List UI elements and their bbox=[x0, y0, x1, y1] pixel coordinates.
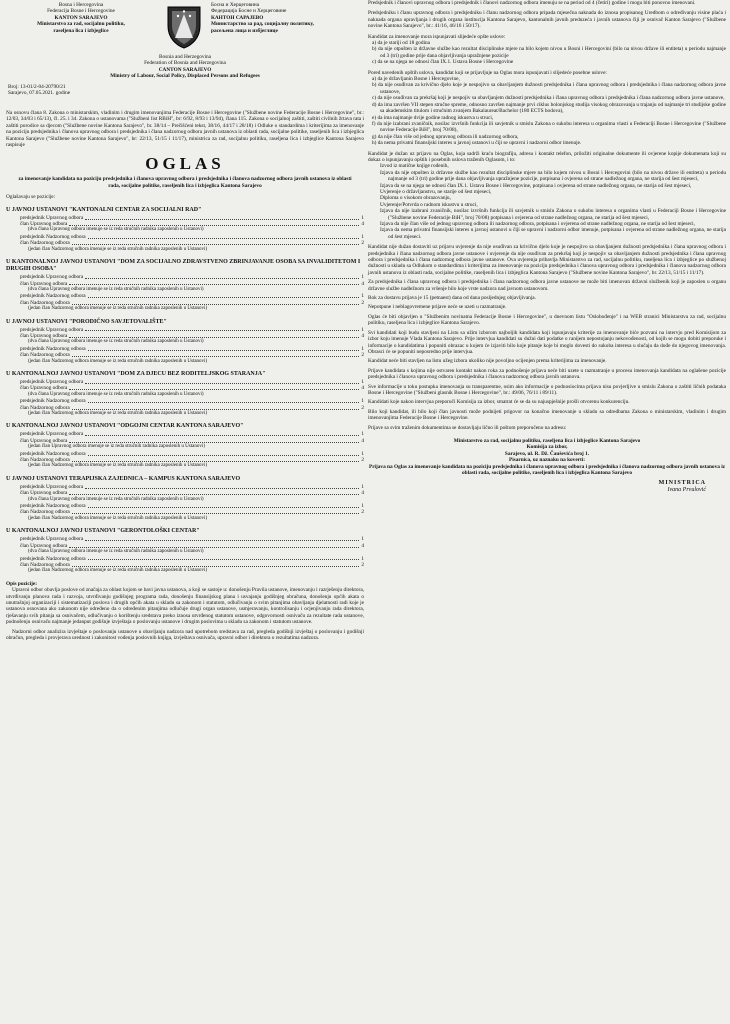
position-row bbox=[6, 359, 364, 365]
position-count: 2 bbox=[361, 509, 364, 516]
position-row bbox=[6, 247, 364, 253]
reference-date: Sarajevo, 07.05.2021. godine bbox=[8, 90, 71, 97]
page-title: OGLAS bbox=[145, 154, 225, 174]
signature-name: Ivana Prvulović bbox=[667, 487, 706, 494]
dot-leader bbox=[72, 300, 360, 305]
position-label: član Nadzornog odbora bbox=[20, 561, 70, 568]
closing-paragraph: Prijave sa svim traženim dokumentima se dostavljaju lično ili poštom preporučeno na adresu: bbox=[368, 424, 567, 431]
dot-leader bbox=[88, 451, 360, 456]
document-item: Uvjerenje o državljanstvu, ne starije od šest mjeseci, bbox=[380, 188, 492, 195]
position-label: član Upravnog odbora bbox=[20, 542, 68, 549]
position-label: član Nadzornog odbora bbox=[20, 457, 70, 464]
dot-leader bbox=[88, 293, 360, 298]
position-label: član Nadzornog odbora bbox=[20, 404, 70, 411]
position-label: predsjednik Upravnog odbora bbox=[20, 483, 84, 490]
position-row bbox=[6, 568, 364, 574]
position-count: 4 bbox=[361, 437, 364, 444]
position-label: predsjednik Upravnog odbora bbox=[20, 536, 84, 543]
closing-paragraph: Nepotpune i neblagovremene prijave neće se uzeti u razmatranje. bbox=[368, 304, 507, 311]
opis-paragraph: Upravni odbor obavlja poslove od značaja za oblast kojom se bavi javna ustanova, a koji se sastoje u: donošenju Pravila ustanove, imenovanju i razrješenju direktora, utvrđivanju planova rada i razvoja, utvrđivanju godišnjeg programa rada, donošenju finansijskog plana i usvajanju godišnjeg obračuna, donošenju općih akata o unutrašnjoj organizaciji i sistematizaciji poslova i drugih općih akata u skladu sa zakonom i statutom, odlučivanju o svim pitanjima obavljanja djelatnosti radi koje je ustanova osnovana ako zakonom nije određeno da o određenim pitanjima odlučuje drugi organ ustanove, usmjeravanju, kontrolisanju i ocjenjivanju rada direktora, rješavanju svih pitanja sa osnivačem, odlučivanju o korištenju sredstava preko iznosa utvrđenog statutom ustanove, odgovornosti osnivaču za rezultate rada ustanove, podnošenju osnivaču najmanje jedanput godišnje izvještaja o poslovanju ustanove i drugim poslovima u skladu sa zakonom i statutom ustanove. bbox=[6, 587, 364, 626]
list-item: g) da nije član više od jednog upravnog odbora ili nadzornog odbora, bbox=[372, 133, 519, 140]
header-line: Министарство за рад, социјалну политику, bbox=[211, 21, 314, 28]
closing-paragraph: Kandidati koje nakon intervjua preporuči Komisija za izbor, smatrat će se da su najuspješnije prošli otvorenu konkurenciju. bbox=[368, 399, 630, 406]
dot-leader bbox=[85, 327, 359, 332]
dot-leader bbox=[88, 503, 360, 508]
position-count: 1 bbox=[361, 274, 364, 281]
header-line: расељена лица и избјеглице bbox=[211, 27, 278, 34]
term-paragraph: Predsjednik i članovi upravnog odbora i predsjednik i članovi nadzornog odbora imenuju se na period od 4 (četiri) godine i mogu biti ponovno imenovani. bbox=[368, 0, 696, 6]
dot-leader bbox=[85, 215, 359, 220]
position-count: 1 bbox=[361, 503, 364, 510]
closing-paragraphs bbox=[368, 244, 726, 431]
institution-heading: U JAVNOJ USTANOVI "PORODIČNO SAVJETOVALIŠTE" bbox=[6, 318, 167, 325]
position-row bbox=[6, 306, 364, 312]
address-line: Komisija za izbor, bbox=[526, 444, 568, 451]
list-item: b) da nije osuđivan za krivično djelo koje je nespojivo sa obavljanjem dužnosti predsjednika i člana upravnog odbora i predsjednika i člana nadzornog odbora javne ustanove, bbox=[372, 82, 726, 95]
dot-leader bbox=[85, 484, 359, 489]
reference-number: Broj: 13-01/2-04-20790/21 bbox=[8, 84, 66, 90]
dot-leader bbox=[85, 536, 359, 541]
dot-leader bbox=[69, 385, 359, 390]
closing-paragraph: Sve informacije u toku postupka imenovanja su transparentne, osim ako informacije o podnosiocima prijava nisu povjerljive u smislu Zakona o zaštiti ličnih podataka Bosne i Hercegovine ("Službeni glasnik Bosne i Hercegovine", br.: 49/06, 76/11 i 89/11). bbox=[368, 383, 726, 396]
position-label: (dva člana Upravnog odbora imenuje se iz reda stručnih radnika zaposlenih u Ustanovi) bbox=[28, 227, 204, 233]
position-count: 4 bbox=[361, 280, 364, 287]
documents-intro: Kandidat je dužan uz prijavu na Oglas, koja sadrži kraću biografiju, adresu i kontakt telefon, priložiti originalne dokumente ili ovjerene kopije dokumenata koji su dokaz o ispunjavanju opštih i posebnih uslova traženih Oglasom, i to: bbox=[368, 150, 726, 163]
position-label: predsjednik Nadzornog odbora bbox=[20, 450, 86, 457]
closing-paragraph: Rok za dostavu prijava je 15 (petnaest) dana od dana posljednjeg objavljivanja. bbox=[368, 295, 536, 302]
dot-leader bbox=[85, 431, 359, 436]
position-label: predsjednik Upravnog odbora bbox=[20, 326, 84, 333]
list-item: a) da je stariji od 18 godina bbox=[372, 40, 430, 47]
institution-heading: U KANTONALNOJ JAVNOJ USTANOVI "GERONTOLOŠKI CENTAR" bbox=[6, 528, 200, 535]
institution-heading: U JAVNOJ USTANOVI TERAPIJSKA ZAJEDNICA – KAMPUS KANTONA SARAJEVO bbox=[6, 475, 241, 482]
header-line: КАНТОН САРАЈЕВО bbox=[211, 14, 264, 21]
dot-leader bbox=[88, 398, 360, 403]
header-line: Bosna i Hercegovina bbox=[58, 2, 104, 8]
list-item: d) da ima završen VII stepen stručne spreme, odnosno završen najmanje prvi ciklus bolonjskog studija visokog obrazovanja u trajanju od najmanje tri studijske godine sa akademskim titulom i stručnim zvanjem Bakalaureat/Bachelor (180 ECTS bodova), bbox=[372, 101, 726, 115]
document-item: Izvod iz matične knjige rođenih, bbox=[380, 163, 449, 170]
dot-leader bbox=[88, 234, 360, 239]
closing-paragraph: Bilo koji kandidat, ili bilo koji član javnosti može podnijeti prigovor na konačno imenovanje u skladu sa odredbama Zakona o ministarskim, vladinim i drugim imenovanjima Federacije Bosne i Hercegovine. bbox=[368, 408, 726, 422]
document-item: Izjava da nema privatni finansijski interes u javnoj ustanovi u čiji se upravni i nadzorni odbor imenuje, potpisana i ovjerena od strane nadležnog organa, ne starija od šest mjeseci. bbox=[380, 227, 726, 240]
dot-leader bbox=[72, 509, 360, 514]
closing-paragraph: Za predsjednika i člana upravnog odbora i predsjednika i člana nadzornog odbora javne ustanove ne može biti imenovan državni službenik koji je zaposlen u organu državne službe nadležnom za vršenje bilo koje vrste nadzora nad javnom ustanovom. bbox=[368, 279, 726, 292]
position-label: član Upravnog odbora bbox=[20, 490, 68, 497]
dot-leader bbox=[72, 457, 360, 462]
position-label: član Nadzornog odbora bbox=[20, 299, 70, 306]
position-label: predsjednik Nadzornog odbora bbox=[20, 503, 86, 510]
position-row bbox=[6, 463, 364, 469]
position-label: predsjednik Upravnog odbora bbox=[20, 378, 84, 385]
intro-paragraph: Na osnovu člana 8. Zakona o ministarskim, vladinim i drugim imenovanjima Federacije Bosne i Hercegovine ("Službene novine Federacije Bosne i Hercegovine", br.: 12/03, 34/03 i 65/13), čl. 25. i 34. Zakona o ustanovama ("Službeni list RBiH", br: 6/92, 8/93 i 13/94), člana 115. Zakona o socijalnoj zaštiti, zaštiti civilnih žrtava rata i zaštiti porodice sa djecom ("Službene novine Kantona Sarajevo", br. 38/14 – Prečišćeni tekst, 38/16, 44/17 i 28/18) i Odluke o standardima i kriterijima za imenovanje na poziciju predsjednika i članova upravnog odbora i predsjednika i člana nadzornog odbora javnih ustanova iz oblasti rada, socijalne politike, raseljenih lica i izbjeglica Kantona Sarajevo ("Službene novine Kantona Sarajevo", br: 22/13, 51/15 i 11/17), ministrica za rad, socijalnu politiku, raseljena lica i izbjeglice Kantona Sarajevo raspisuje bbox=[6, 110, 364, 149]
position-label: član Nadzornog odbora bbox=[20, 352, 70, 359]
position-count: 2 bbox=[361, 404, 364, 411]
closing-paragraph: Svi kandidati koji budu stavljeni na Listu sa užim izborom najboljih kandidata koji ispunjavaju kriterije za imenovanje biće pozvani na intervju pred Komisijom za izbor koju imenuje Vlada Kantona Sarajevo. Prije intervjua kandidati su dužni dati podatke o ranijem nepostojanju nekovođenosti, od kojih se mogu dobiti preporuke i informacije o kandidatima i popuniti obrazac u kojem će izjaviti bilo koje pitanje koje bi moglo dovesti do sukoba interesa u slučaju da dođe do njegovog imenovanja. Obrasci će se popuniti neposredno prije intervjua. bbox=[368, 329, 726, 355]
position-label: predsjednik Nadzornog odbora bbox=[20, 398, 86, 405]
address-line: Ministarstvo za rad, socijalnu politiku, raseljena lica i izbjeglice Kantona Sarajevo bbox=[453, 437, 641, 444]
position-label: (dva člana Upravnog odbora imenuje se iz reda stručnih radnika zaposlenih u Ustanovi) bbox=[28, 549, 204, 555]
position-label: (jedan član Nadzornog odbora imenuje se iz reda stručnih radnika zaposlenih u Ustanovi) bbox=[28, 515, 208, 521]
dot-leader bbox=[88, 556, 360, 561]
header-line: CANTON SARAJEVO bbox=[158, 66, 212, 73]
position-label: predsjednik Upravnog odbora bbox=[20, 431, 84, 438]
dot-leader bbox=[72, 405, 360, 410]
position-count: 1 bbox=[361, 555, 364, 562]
list-item: e) da ima najmanje dvije godine radnog iskustva u struci, bbox=[372, 114, 494, 121]
opis-paragraph: Nadzorni odbor analizira izvještaje o poslovanju ustanove u obavljanju nadzora nad upotrebom sredstava za rad, pregleda godišnji izvještaj o poslovanju i godišnji obračun, pregleda i provjerava urednost i zakonitost vođenja poslovnih knjiga, izvještava osnivača, upravni odbor i direktora o rezultatima nadzora. bbox=[6, 628, 364, 641]
list-item: f) da nije izabrani zvaničnik, nosilac izvršnih funkcija ili savjetnik u smislu Zakona o sukobu interesa u organima vlasti u Federaciji Bosne i Hercegovine ("Službene novine Federacije BiH", broj 70/08), bbox=[372, 120, 726, 134]
position-count: 1 bbox=[361, 326, 364, 333]
closing-paragraph: Kandidat nije dužan dostaviti uz prijavu uvjerenje da nije osuđivan za krivično djelo koje je nespojivo sa obavljanjem dužnosti predsjednika i člana upravnog odbora i predsjednika i člana nadzornog odbora javne ustanove i uvjerenje da nije osuđivan za prekršaj koji je nespojiv sa obavljanjem dužnosti predsjednika i člana upravnog odbora i predsjednika i člana nadzornog odbora javne ustanove. Ova uvjerenja pribavlja Ministarstvo za rad, socijalnu politiku, raseljena lica i izbjeglice po službenoj dužnosti u skladu sa Odlukom o standardima i kriterijima za imenovanje na poziciju predsjednika i članova upravnog odbora i predsjednika i članova nadzornog odbora javnih ustanova iz oblasti rada, socijalne politike, raseljenih lica i izbjeglica Kantona Sarajevo ("Službene novine Kantona Sarajevo", br. 22/13, 51/15 i 11/17). bbox=[368, 244, 726, 276]
document-item: Izjava da nije otpušten iz državne službe kao rezultat disciplinske mjere na bilo kojem nivou u Bosni i Hercegovini (bilo na nivou države ili entiteta) u periodu najmanje od 3 (tri) godine prije dana objavljivanja upražnjene pozicije, potpisana i ovjerena od strane nadležnog organa, ne starija od šest mjeseci, bbox=[380, 169, 726, 183]
position-label: predsjednik Upravnog odbora bbox=[20, 274, 84, 281]
dot-leader bbox=[69, 281, 359, 286]
position-row bbox=[6, 411, 364, 417]
header-line: raseljena lica i izbjeglice bbox=[53, 27, 109, 34]
header-line: Федерација Босне и Херцеговине bbox=[211, 8, 287, 15]
institution-heading: U JAVNOJ USTANOVI "KANTONALNI CENTAR ZA SOCIJALNI RAD" bbox=[6, 206, 202, 213]
closing-paragraph: Prijave kandidata s kojima nije ostvaren kontakt nakon roka za podnošenje prijava neće biti uzete u razmatranje u procesu imenovanja kandidata na oglašene pozicije predsjednika i članova upravnog odbora i predsjednika i članova nadzornog odbora javnih ustanova. bbox=[368, 367, 726, 381]
position-count: 1 bbox=[361, 293, 364, 300]
position-label: (jedan član Nadzornog odbora imenuje se iz reda stručnih radnika zaposlenih u Ustanovi) bbox=[28, 463, 208, 469]
position-count: 1 bbox=[361, 214, 364, 221]
position-label: predsjednik Nadzornog odbora bbox=[20, 233, 86, 240]
position-label: (jedan član Nadzornog odbora imenuje se iz reda stručnih radnika zaposlenih u Ustanovi) bbox=[28, 411, 208, 416]
dot-leader bbox=[69, 333, 359, 338]
position-label: predsjednik Nadzornog odbora bbox=[20, 345, 86, 352]
general-conditions-heading: Kandidat za imenovanje mora ispunjavati slijedeće opšte uslove: bbox=[368, 33, 506, 40]
letterhead-english bbox=[6, 54, 364, 80]
letterhead-cyrillic bbox=[211, 2, 361, 34]
dot-leader bbox=[85, 274, 359, 279]
position-count: 1 bbox=[361, 483, 364, 490]
left-column bbox=[6, 0, 364, 641]
list-item: h) da nema privatni finansijski interes u javnoj ustanovi u čiji se upravni i nadzorni odbor imenuje. bbox=[372, 140, 582, 147]
address-line: Sarajevo, ul. R. Dž. Čauševića broj 1. bbox=[504, 450, 590, 457]
position-count: 1 bbox=[361, 450, 364, 457]
dot-leader bbox=[88, 346, 360, 351]
header-line: Federacija Bosne i Hercegovine bbox=[47, 8, 115, 15]
position-label: član Upravnog odbora bbox=[20, 280, 68, 287]
institution-heading: U KANTONALNOJ JAVNOJ USTANOVI "DOM ZA SOCIJALNO ZDRAVSTVENO ZBRINJAVANJE OSOBA SA INVALIDITETOM I DRUGIH OSOBA" bbox=[6, 259, 361, 273]
position-count: 1 bbox=[361, 398, 364, 405]
address-line: Pisarnica, uz naznaku na koverti: bbox=[508, 457, 586, 464]
letterhead bbox=[6, 0, 364, 108]
document-item: Izjava da nije član više od jednog upravnog odbora ili nadzornog odbora, potpisana i ovjerena od strane nadležnog organa, ne starija od šest mjeseci, bbox=[380, 221, 695, 227]
position-count: 2 bbox=[361, 299, 364, 306]
dot-leader bbox=[85, 379, 359, 384]
position-label: član Upravnog odbora bbox=[20, 332, 68, 339]
position-label: član Nadzornog odbora bbox=[20, 509, 70, 516]
institution-heading: U KANTONALNOJ JAVNOJ USTANOVI "DOM ZA DJECU BEZ RODITELJSKOG STARANJA" bbox=[6, 370, 266, 377]
compensation-paragraph: Predsjedniku i članu upravnog odbora i predsjedniku i članu nadzornog odbora pripada mjesečna naknada do iznosa propisanog Uredbom o određivanju visine plaća i naknada organa upravljanja i drugih organa institucija Kantona Sarajevo, kantonalnih javnih preduzeća i javnih ustanova čiji je osnivač Kanton Sarajevo ("Službene novine Kantona Sarajevo", br.: 41/16, 46/16 i 50/17). bbox=[368, 10, 726, 30]
position-label: član Nadzornog odbora bbox=[20, 240, 70, 247]
position-count: 2 bbox=[361, 240, 364, 247]
dot-leader bbox=[69, 543, 359, 548]
position-label: (jedan član Nadzornog odbora imenuje se iz reda stručnih radnika zaposlenih u Ustanovi) bbox=[28, 568, 208, 574]
dot-leader bbox=[69, 221, 359, 226]
document-item: Diploma o visokom obrazovanju, bbox=[380, 195, 451, 202]
header-line: Ministarstvo za rad, socijalnu politiku, bbox=[37, 21, 125, 28]
dot-leader bbox=[72, 240, 360, 245]
opis-heading: Opis pozicije: bbox=[6, 580, 38, 587]
institution-list bbox=[6, 207, 364, 575]
list-item: c) da nije osuđivan za prekršaj koji je nespojiv sa obavljanjem dužnosti predsjednika i člana upravnog odbora i predsjednika i člana nadzornog odbora javne ustanove, bbox=[372, 95, 725, 102]
special-conditions-list bbox=[368, 76, 726, 146]
list-item: b) da nije otpušten iz državne službe kao rezultat disciplinske mjere na bilo kojem nivou u Bosni i Hercegovini (bilo na nivou države ili entiteta) u periodu najmanje od 3 (tri) godine prije dana objavljivanja upražnjene pozicije bbox=[372, 46, 726, 59]
position-label: (jedan član Nadzornog odbora imenuje se iz reda stručnih radnika zaposlenih u Ustanovi) bbox=[28, 358, 208, 364]
position-label: član Upravnog odbora bbox=[20, 221, 68, 228]
position-label: (dva člana Upravnog odbora imenuje se iz reda stručnih radnika zaposlenih u Ustanovi) bbox=[28, 496, 204, 502]
submission-address bbox=[368, 438, 726, 476]
coat-of-arms-icon bbox=[164, 4, 204, 50]
position-label: predsjednik Nadzornog odbora bbox=[20, 293, 86, 300]
header-line: Federation of Bosnia and Herzegovina bbox=[144, 60, 226, 67]
signature-block bbox=[368, 480, 726, 494]
header-line: Bosnia and Herzegovina bbox=[158, 54, 212, 60]
position-label: predsjednik Upravnog odbora bbox=[20, 214, 84, 221]
position-count: 2 bbox=[361, 352, 364, 359]
list-item: a) da je državljanin Bosne i Hercegovine, bbox=[372, 76, 460, 83]
position-count: 1 bbox=[361, 233, 364, 240]
position-count: 1 bbox=[361, 345, 364, 352]
position-label: (jedan član Upravnog odbora imenuje se iz reda stručnih radnika zaposlenih u Ustanovi) bbox=[28, 444, 205, 450]
institution-heading: U KANTONALNOJ JAVNOJ USTANOVI "ODGOJNI CENTAR KANTONA SARAJEVO" bbox=[6, 423, 244, 430]
position-count: 4 bbox=[361, 542, 364, 549]
position-count: 4 bbox=[361, 490, 364, 497]
list-item: c) da se na njega ne odnosi član IX.1. Ustava Bosne i Hercegovine bbox=[372, 59, 514, 66]
position-count: 2 bbox=[361, 561, 364, 568]
position-label: član Upravnog odbora bbox=[20, 437, 68, 444]
position-count: 1 bbox=[361, 378, 364, 385]
position-count: 2 bbox=[361, 457, 364, 464]
special-conditions-heading: Pored navedenih opštih uslova, kandidat koji se prijavljuje na Oglas mora ispunjavati i slijedeće posebne uslove: bbox=[368, 69, 607, 76]
closing-paragraph: Kandidat neće biti stavljen na listu užeg izbora ukoliko nije povoljno ocijenjen prema kriterijima za imenovanje. bbox=[368, 358, 607, 365]
closing-paragraph: Oglas će biti objavljen u "Službenim novinama Federacije Bosne i Hercegovine", u dnevnom listu "Oslobođenje" i na WEB stranici Ministarstva za rad, socijalnu politiku, raseljena lica i izbjeglice Kantona Sarajevo. bbox=[368, 313, 726, 327]
positions-intro: Oglašavaju se pozicije: bbox=[6, 194, 56, 201]
position-label: predsjednik Nadzornog odbora bbox=[20, 555, 86, 562]
dot-leader bbox=[69, 490, 359, 495]
position-count: 4 bbox=[361, 385, 364, 392]
document-item: Izjava da nije izabrani zvaničnik, nosilac izvršnih funkcija ili savjetnik u smislu Zakona o sukobu interesa u organima vlasti u Federaciji Bosne i Hercegovine ("Službene novine Federacije BiH", broj 70/08) potpisana i ovjerena od strane nadležnog organa, ne starija od šest mjeseci, bbox=[380, 208, 726, 221]
document-item: Uvjerenje/Potvrda o radnom iskustvu u struci, bbox=[380, 201, 478, 208]
position-label: (dva člana Upravnog odbora imenuje se iz reda stručnih radnika zaposlenih u Ustanovi) bbox=[28, 391, 204, 397]
position-label: (dva člana Upravnog odbora imenuje se iz reda stručnih radnika zaposlenih u Ustanovi) bbox=[28, 339, 204, 345]
position-label: član Upravnog odbora bbox=[20, 385, 68, 392]
general-conditions-list bbox=[368, 40, 726, 66]
position-label: (dva člana Upravnog odbora imenuje se iz reda stručnih radnika zaposlenih u Ustanovi) bbox=[28, 286, 204, 292]
signature-role: MINISTRICA bbox=[658, 480, 706, 487]
letterhead-latin bbox=[6, 2, 156, 34]
dot-leader bbox=[69, 438, 359, 443]
reference-block bbox=[8, 84, 70, 97]
header-line: Ministry of Labour, Social Policy, Displaced Persons and Refugees bbox=[110, 73, 260, 80]
position-count: 4 bbox=[361, 332, 364, 339]
dot-leader bbox=[72, 562, 360, 567]
position-row bbox=[6, 516, 364, 522]
position-count: 4 bbox=[361, 221, 364, 228]
dot-leader bbox=[72, 352, 360, 357]
header-line: Босна и Херцеговина bbox=[211, 2, 260, 8]
position-count: 1 bbox=[361, 536, 364, 543]
address-line: Prijava na Oglas za imenovanje kandidata na poziciju predsjednika i članova upravnog odbora i predsjednika i članova nadzornog odbora javnih ustanova iz oblasti rada, socijalne politike, raseljenih lica i izbjeglica Kantona Sarajevo bbox=[368, 463, 726, 476]
right-column bbox=[368, 0, 726, 494]
page-subtitle: za imenovanje kandidata na poziciju predsjednika i članova upravnog odbora i predsjednika i članova nadzornog odbora javnih ustanova iz oblasti rada, socijalne politike, raseljenih lica i izbjeglica Kantona Sarajevo bbox=[18, 176, 352, 189]
documents-list bbox=[368, 163, 726, 240]
document-item: Izjava da se na njega ne odnosi član IX.1. Ustava Bosne i Hercegovine, potpisana i ovjerena od strane nadležnog organa, ne starija od šest mjeseci, bbox=[380, 182, 692, 189]
position-count: 1 bbox=[361, 431, 364, 438]
position-label: (jedan član Nadzornog odbora imenuje se iz reda stručnih radnika zaposlenih u Ustanovi) bbox=[28, 306, 208, 312]
position-label: (jedan član Nadzornog odbora imenuje se iz reda stručnih radnika zaposlenih u Ustanovi) bbox=[28, 246, 208, 252]
header-line: KANTON SARAJEVO bbox=[54, 14, 108, 21]
